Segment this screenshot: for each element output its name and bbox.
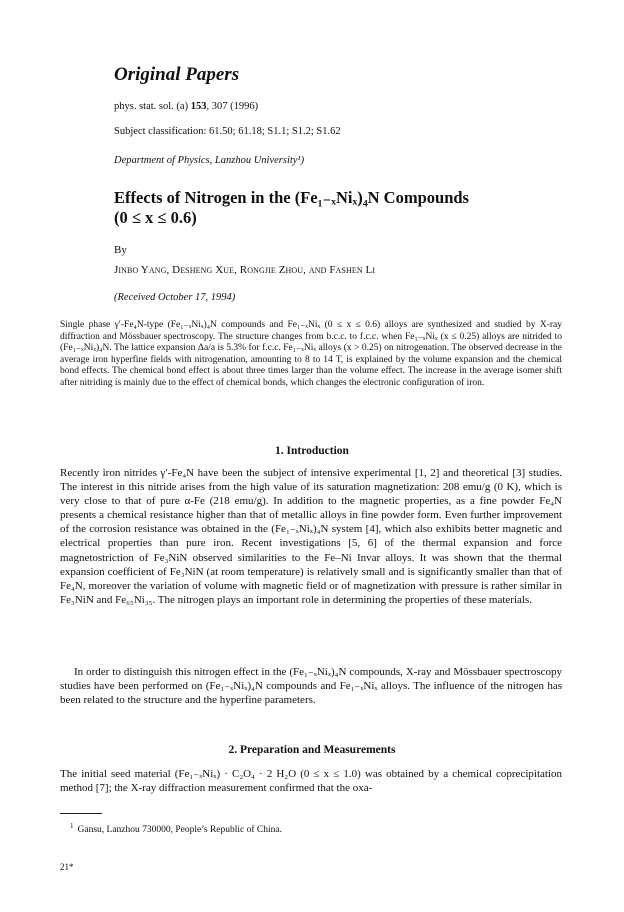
footnote-mark: 1 bbox=[70, 822, 74, 830]
intro-paragraph-1: Recently iron nitrides γ′-Fe₄N have been the subject of intensive experimental [1, 2] and theoretical [3] studies. The interest in this nitride arises from the high value of its saturation magnetization: 208 emu/g (0 K), which is very close to that of pure α-Fe (218 emu/g). In addition to the magnetic properties, as a fine powder Fe₄N presents a chemical resistance higher than that of metallic alloys in fine powder form. Even further improvement of the corrosion resistance was obtained in the (Fe₁₋ₓNiₓ)₄N system [4], which also exhibits better magnetic and electrical properties than pure iron. Recent investigations [5, 6] of the thermal expansion and force magnetostriction of Fe₃NiN observed similarities to the Fe–Ni Invar alloys. It was shown that the thermal expansion coefficient of Fe₃NiN (at room temperature) is relatively small and is significantly smaller than that of Fe₄N, moreover the variation of volume with magnetic field or of magnetization with pressure is rather similar in Fe₃NiN and Fe₆₅Ni₃₅. The nitrogen plays an important role in determining the properties of these materials. bbox=[60, 467, 562, 606]
footnote bbox=[70, 822, 282, 835]
prep-heading: 2. Preparation and Measurements bbox=[228, 744, 396, 756]
received-date: (Received October 17, 1994) bbox=[114, 292, 236, 303]
prep-paragraph-1: The initial seed material (Fe₁₋ₓNiₓ) · C₂O₄ · 2 H₂O (0 ≤ x ≤ 1.0) was obtained by a chemical coprecipitation method [7]; the X-ray diffraction measurement confirmed that the oxa- bbox=[60, 768, 562, 795]
footnote-text: Gansu, Lanzhou 730000, People’s Republic of China. bbox=[77, 825, 282, 836]
author-list: Jinbo Yang, Desheng Xue, Rongjie Zhou, and Fashen Li bbox=[114, 264, 376, 276]
intro-paragraph-2: In order to distinguish this nitrogen effect in the (Fe₁₋ₓNiₓ)₄N compounds, X-ray and Mössbauer spectroscopy studies have been performed on (Fe₁₋ₓNiₓ)₄N compounds and Fe₁₋ₓNiₓ alloys. The influence of the nitrogen has been related to the structure and the hyperfine parameters. bbox=[60, 666, 562, 707]
article-title bbox=[114, 188, 534, 228]
department-affiliation: Department of Physics, Lanzhou University¹) bbox=[114, 155, 305, 166]
citation-volume: 153 bbox=[190, 101, 207, 112]
abstract: Single phase γ′-Fe₄N-type (Fe₁₋ₓNiₓ)₄N compounds and Fe₁₋ₓNiₓ (0 ≤ x ≤ 0.6) alloys are synthesized and studied by X-ray diffraction and Mössbauer spectroscopy. The structure changes from b.c.c. to f.c.c. when Fe₁₋ₓNiₓ (x ≤ 0.25) alloys are nitrided to (Fe₁₋ₓNiₓ)₄N. The lattice expansion Δa/a is 5.3% for f.c.c. Fe₁₋ₓNiₓ alloys (x > 0.25) on nitrogenation. The observed decrease in the average iron hyperfine fields with nitrogenation, amounting to 8 to 14 T, is explained by the volume expansion and the chemical bond effects. The chemical bond effect is about three times larger than the volume effect. The increase in the average isomer shift after nitriding is mainly due to the effect of chemical bonds, which changes the electronic configuration of iron. bbox=[60, 320, 562, 388]
journal-citation bbox=[114, 100, 258, 114]
citation-pages: , 307 (1996) bbox=[206, 101, 259, 112]
subject-classification: Subject classification: 61.50; 61.18; S1.1; S1.2; S1.62 bbox=[114, 126, 341, 137]
citation-journal: phys. stat. sol. (a) bbox=[114, 101, 191, 112]
title-line-2: (0 ≤ x ≤ 0.6) bbox=[114, 208, 197, 227]
page-number: 21* bbox=[60, 862, 74, 872]
intro-heading: 1. Introduction bbox=[275, 445, 349, 457]
footnote-rule bbox=[60, 813, 102, 814]
by-label: By bbox=[114, 244, 127, 256]
title-line-1: Effects of Nitrogen in the (Fe₁₋ₓNiₓ)₄N Compounds bbox=[114, 188, 469, 207]
section-label: Original Papers bbox=[114, 64, 240, 85]
